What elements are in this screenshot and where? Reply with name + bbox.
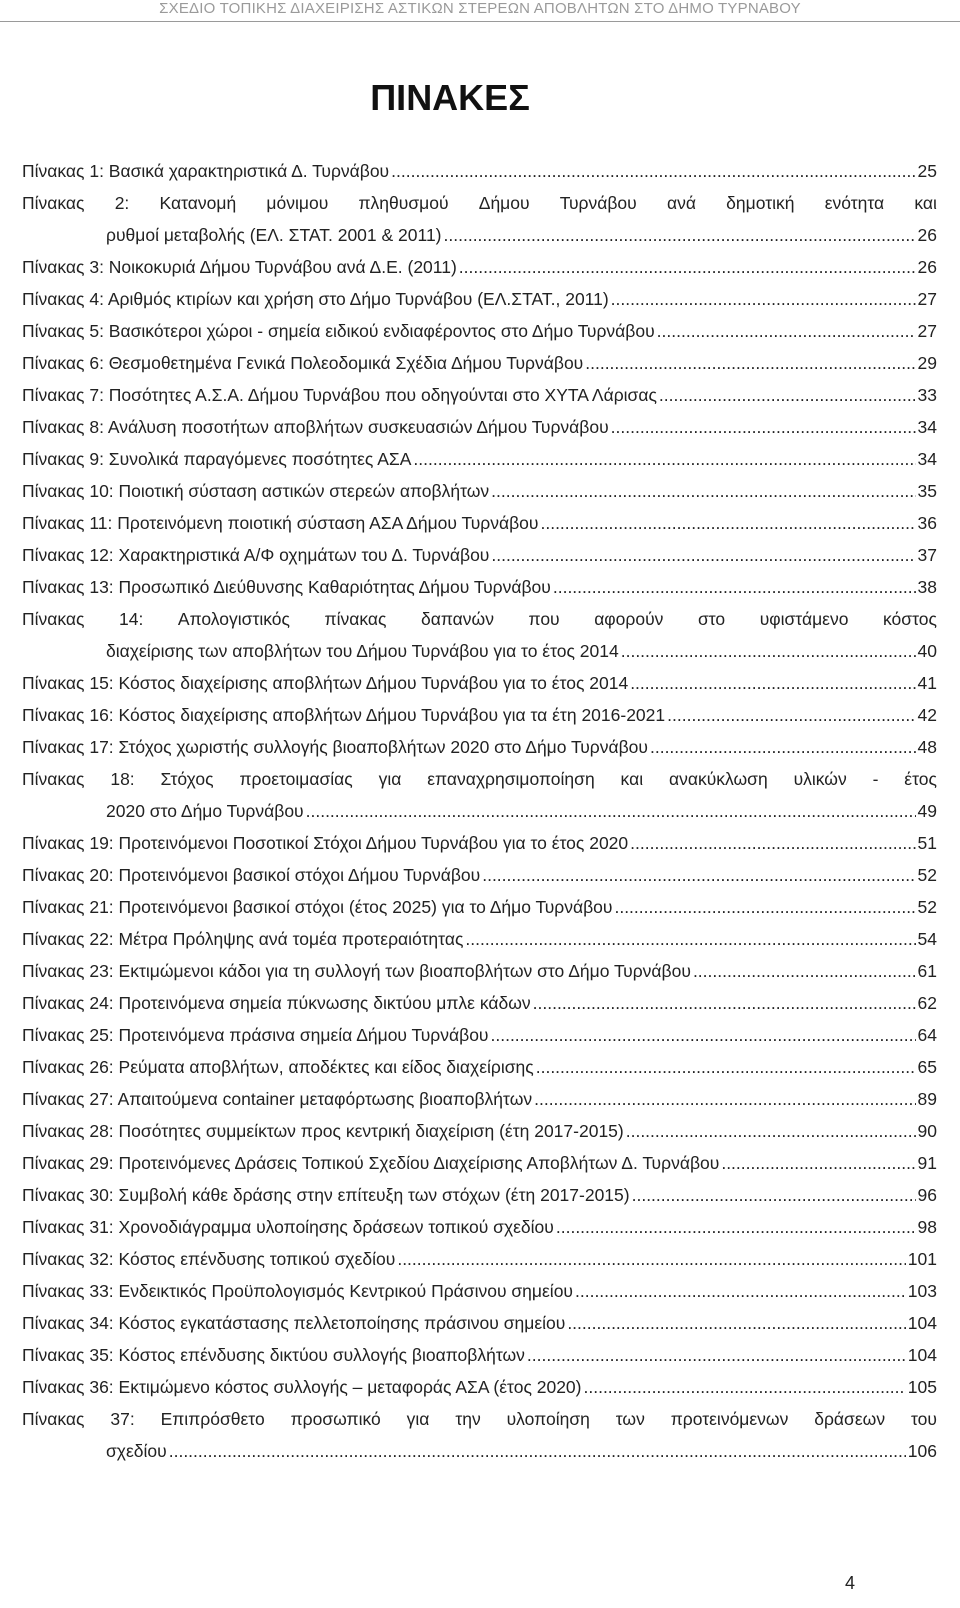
toc-entry-label: Πίνακας 11: Προτεινόμενη ποιοτική σύσταση ΑΣΑ Δήμου Τυρνάβου xyxy=(22,513,539,533)
dot-leader xyxy=(482,859,915,891)
toc-entry-page: 103 xyxy=(907,1281,937,1301)
dot-leader xyxy=(534,1083,915,1115)
toc-entry-page: 52 xyxy=(917,865,937,885)
toc-entry-word: υλοποίηση xyxy=(506,1409,590,1429)
dot-leader xyxy=(491,539,915,571)
dot-leader xyxy=(621,635,916,667)
dot-leader xyxy=(630,827,915,859)
toc-entry-label: σχεδίου xyxy=(106,1441,167,1461)
dot-leader xyxy=(465,923,915,955)
toc-entry-label: Πίνακας 15: Κόστος διαχείρισης αποβλήτων Δήμου Τυρνάβου για το έτος 2014 xyxy=(22,673,629,693)
toc-entry[interactable] xyxy=(22,315,937,347)
toc-entry-label: Πίνακας 22: Μέτρα Πρόληψης ανά τομέα προτεραιότητας xyxy=(22,929,464,949)
toc-entry[interactable] xyxy=(22,1275,937,1307)
toc-entry-word: πληθυσμού xyxy=(358,193,449,213)
toc-entry-page: 104 xyxy=(907,1313,937,1333)
toc-entry-word: μόνιμου xyxy=(266,193,329,213)
dot-leader xyxy=(459,251,916,283)
dot-leader xyxy=(527,1339,906,1371)
toc-entry-label: Πίνακας 13: Προσωπικό Διεύθυνσης Καθαριότητας Δήμου Τυρνάβου xyxy=(22,577,551,597)
toc-entry[interactable] xyxy=(22,283,937,315)
toc-entry[interactable] xyxy=(22,251,937,283)
toc-entry-word: και xyxy=(914,193,937,213)
toc-entry-first-line xyxy=(22,1403,937,1435)
toc-entry-page: 27 xyxy=(917,321,937,341)
page-number: 4 xyxy=(844,1573,855,1593)
dot-leader xyxy=(584,1371,906,1403)
toc-entry[interactable] xyxy=(22,731,937,763)
dot-leader xyxy=(650,731,916,763)
toc-entry[interactable] xyxy=(22,1243,937,1275)
toc-entry[interactable] xyxy=(22,1339,937,1371)
toc-entry[interactable] xyxy=(22,1051,937,1083)
toc-entry-label: Πίνακας 5: Βασικότεροι χώροι - σημεία ειδικού ενδιαφέροντος στο Δήμο Τυρνάβου xyxy=(22,321,655,341)
toc-entry[interactable] xyxy=(22,859,937,891)
toc-entry-page: 35 xyxy=(917,481,937,501)
toc-entry-word: και xyxy=(620,769,644,789)
toc-entry-page: 38 xyxy=(917,577,937,597)
toc-entry-word: ανά xyxy=(666,193,696,213)
toc-entry[interactable] xyxy=(22,347,937,379)
dot-leader xyxy=(306,795,916,827)
toc-entry-label: ρυθμοί μεταβολής (ΕΛ. ΣΤΑΤ. 2001 & 2011) xyxy=(106,225,442,245)
toc-entry-page: 62 xyxy=(917,993,937,1013)
dot-leader xyxy=(491,475,915,507)
toc-entry-page: 26 xyxy=(917,225,937,245)
dot-leader xyxy=(626,1115,916,1147)
table-of-tables xyxy=(22,155,937,1467)
dot-leader xyxy=(659,379,916,411)
toc-entry-word: - xyxy=(872,769,879,789)
toc-entry-word: Απολογιστικός xyxy=(177,609,290,629)
dot-leader xyxy=(614,891,915,923)
toc-entry[interactable] xyxy=(22,1371,937,1403)
toc-entry-page: 64 xyxy=(917,1025,937,1045)
toc-entry-label: Πίνακας 28: Ποσότητες συμμείκτων προς κεντρική διαχείριση (έτη 2017-2015) xyxy=(22,1121,624,1141)
toc-entry[interactable] xyxy=(22,891,937,923)
dot-leader xyxy=(397,1243,905,1275)
toc-entry-word: προσωπικό xyxy=(290,1409,381,1429)
toc-entry-page: 61 xyxy=(917,961,937,981)
toc-entry[interactable] xyxy=(22,443,937,475)
toc-entry[interactable] xyxy=(22,1083,937,1115)
toc-entry-word: που xyxy=(528,609,560,629)
toc-entry[interactable] xyxy=(22,955,937,987)
toc-entry-page: 37 xyxy=(917,545,937,565)
dot-leader xyxy=(413,443,915,475)
toc-entry-word: ενότητα xyxy=(824,193,885,213)
toc-entry-word: Πίνακας xyxy=(22,193,85,213)
toc-entry-label: Πίνακας 26: Ρεύματα αποβλήτων, αποδέκτες και είδος διαχείρισης xyxy=(22,1057,534,1077)
toc-entry-page: 27 xyxy=(917,289,937,309)
toc-entry[interactable] xyxy=(22,1179,937,1211)
toc-entry-page: 96 xyxy=(917,1185,937,1205)
toc-entry-word: Δήμου xyxy=(478,193,530,213)
toc-entry-word: Επιπρόσθετο xyxy=(160,1409,265,1429)
toc-entry-word: των xyxy=(615,1409,645,1429)
toc-entry-page: 34 xyxy=(917,417,937,437)
toc-entry-page: 25 xyxy=(917,161,937,181)
toc-entry[interactable] xyxy=(22,1403,937,1467)
toc-entry[interactable] xyxy=(22,571,937,603)
toc-entry[interactable] xyxy=(22,667,937,699)
toc-entry-page: 98 xyxy=(917,1217,937,1237)
toc-entry-word: πίνακας xyxy=(324,609,387,629)
toc-entry-word: Κατανομή xyxy=(159,193,237,213)
toc-entry[interactable] xyxy=(22,155,937,187)
toc-entry-page: 101 xyxy=(907,1249,937,1269)
toc-entry-label: Πίνακας 16: Κόστος διαχείρισης αποβλήτων Δήμου Τυρνάβου για τα έτη 2016-2021 xyxy=(22,705,666,725)
toc-entry-word: στο xyxy=(697,609,726,629)
dot-leader xyxy=(540,507,915,539)
toc-entry-page: 36 xyxy=(917,513,937,533)
dot-leader xyxy=(391,155,915,187)
toc-entry-label: Πίνακας 21: Προτεινόμενοι βασικοί στόχοι (έτος 2025) για το Δήμο Τυρνάβου xyxy=(22,897,613,917)
toc-entry-label: Πίνακας 25: Προτεινόμενα πράσινα σημεία Δήμου Τυρνάβου xyxy=(22,1025,489,1045)
toc-entry-word: κόστος xyxy=(883,609,937,629)
toc-entry[interactable] xyxy=(22,1147,937,1179)
toc-entry-label: Πίνακας 4: Αριθμός κτιρίων και χρήση στο Δήμο Τυρνάβου (ΕΛ.ΣΤΑΤ., 2011) xyxy=(22,289,609,309)
toc-entry-word: 37: xyxy=(110,1409,135,1429)
dot-leader xyxy=(567,1307,905,1339)
dot-leader xyxy=(721,1147,915,1179)
toc-entry[interactable] xyxy=(22,1307,937,1339)
toc-entry-page: 106 xyxy=(907,1441,937,1461)
toc-entry[interactable] xyxy=(22,411,937,443)
toc-entry-word: 18: xyxy=(110,769,135,789)
toc-entry-page: 91 xyxy=(917,1153,937,1173)
dot-leader xyxy=(444,219,916,251)
toc-entry-word: δαπανών xyxy=(420,609,494,629)
toc-entry-page: 105 xyxy=(907,1377,937,1397)
dot-leader xyxy=(632,1179,916,1211)
toc-entry-word: αφορούν xyxy=(594,609,664,629)
toc-entry-word: 14: xyxy=(119,609,144,629)
toc-entry-word: του xyxy=(910,1409,937,1429)
toc-entry-label: Πίνακας 7: Ποσότητες Α.Σ.Α. Δήμου Τυρνάβου που οδηγούνται στο ΧΥΤΑ Λάρισας xyxy=(22,385,657,405)
dot-leader xyxy=(533,987,916,1019)
dot-leader xyxy=(611,411,916,443)
toc-entry-word: Τυρνάβου xyxy=(559,193,637,213)
toc-entry-word: Πίνακας xyxy=(22,1409,85,1429)
toc-entry-first-line xyxy=(22,603,937,635)
toc-entry-page: 29 xyxy=(917,353,937,373)
dot-leader xyxy=(553,571,916,603)
toc-entry-label: Πίνακας 10: Ποιοτική σύσταση αστικών στερεών αποβλήτων xyxy=(22,481,490,501)
toc-entry-page: 34 xyxy=(917,449,937,469)
toc-entry-label: Πίνακας 30: Συμβολή κάθε δράσης στην επίτευξη των στόχων (έτη 2017-2015) xyxy=(22,1185,630,1205)
toc-entry-page: 26 xyxy=(917,257,937,277)
dot-leader xyxy=(693,955,916,987)
toc-entry-word: Πίνακας xyxy=(22,609,85,629)
toc-entry-label: Πίνακας 1: Βασικά χαρακτηριστικά Δ. Τυρνάβου xyxy=(22,161,390,181)
toc-entry[interactable] xyxy=(22,1019,937,1051)
toc-entry-word: την xyxy=(455,1409,481,1429)
toc-entry-word: έτος xyxy=(904,769,937,789)
toc-entry[interactable] xyxy=(22,507,937,539)
toc-entry-page: 40 xyxy=(917,641,937,661)
toc-entry-label: 2020 στο Δήμο Τυρνάβου xyxy=(106,801,304,821)
toc-entry-word: υλικών xyxy=(793,769,847,789)
running-header-text: ΣΧΕΔΙΟ ΤΟΠΙΚΗΣ ΔΙΑΧΕΙΡΙΣΗΣ ΑΣΤΙΚΩΝ ΣΤΕΡΕΩΝ ΑΠΟΒΛΗΤΩΝ ΣΤΟ ΔΗΜΟ ΤΥΡΝΑΒΟΥ xyxy=(159,0,801,17)
toc-entry-first-line xyxy=(22,187,937,219)
toc-entry-label: Πίνακας 29: Προτεινόμενες Δράσεις Τοπικού Σχεδίου Διαχείρισης Αποβλήτων Δ. Τυρνάβου xyxy=(22,1153,720,1173)
toc-entry-page: 90 xyxy=(917,1121,937,1141)
toc-entry-label: Πίνακας 34: Κόστος εγκατάστασης πελλετοποίησης πράσινου σημείου xyxy=(22,1313,566,1333)
toc-entry-page: 33 xyxy=(917,385,937,405)
toc-entry-word: προετοιμασίας xyxy=(239,769,353,789)
toc-entry-word: δημοτική xyxy=(726,193,795,213)
toc-entry-label: Πίνακας 19: Προτεινόμενοι Ποσοτικοί Στόχοι Δήμου Τυρνάβου για το έτος 2020 xyxy=(22,833,629,853)
toc-entry-word: Πίνακας xyxy=(22,769,85,789)
toc-entry-label: Πίνακας 12: Χαρακτηριστικά Α/Φ οχημάτων του Δ. Τυρνάβου xyxy=(22,545,490,565)
toc-entry-word: ανακύκλωση xyxy=(668,769,768,789)
toc-entry-word: δράσεων xyxy=(814,1409,886,1429)
dot-leader xyxy=(667,699,915,731)
toc-entry-label: Πίνακας 23: Εκτιμώμενοι κάδοι για τη συλλογή των βιοαποβλήτων στο Δήμο Τυρνάβου xyxy=(22,961,691,981)
toc-entry[interactable] xyxy=(22,475,937,507)
toc-entry-label: Πίνακας 20: Προτεινόμενοι βασικοί στόχοι Δήμου Τυρνάβου xyxy=(22,865,481,885)
dot-leader xyxy=(575,1275,906,1307)
toc-entry-label: Πίνακας 36: Εκτιμώμενο κόστος συλλογής – μεταφοράς ΑΣΑ (έτος 2020) xyxy=(22,1377,582,1397)
dot-leader xyxy=(169,1435,906,1467)
page-title: ΠΙΝΑΚΕΣ xyxy=(370,77,530,118)
toc-entry-label: Πίνακας 24: Προτεινόμενα σημεία πύκνωσης δικτύου μπλε κάδων xyxy=(22,993,531,1013)
toc-entry[interactable] xyxy=(22,1211,937,1243)
dot-leader xyxy=(657,315,916,347)
toc-entry[interactable] xyxy=(22,987,937,1019)
toc-entry-label: Πίνακας 27: Απαιτούμενα container μεταφόρτωσης βιοαποβλήτων xyxy=(22,1089,533,1109)
toc-entry-page: 104 xyxy=(907,1345,937,1365)
toc-entry-word: υφιστάμενο xyxy=(759,609,849,629)
toc-entry-word: για xyxy=(406,1409,430,1429)
toc-entry[interactable] xyxy=(22,827,937,859)
toc-entry-page: 42 xyxy=(917,705,937,725)
toc-entry-word: 2: xyxy=(114,193,130,213)
toc-entry-first-line xyxy=(22,763,937,795)
toc-entry[interactable] xyxy=(22,763,937,827)
toc-entry-word: Στόχος xyxy=(160,769,214,789)
toc-entry-label: Πίνακας 6: Θεσμοθετημένα Γενικά Πολεοδομικά Σχέδια Δήμου Τυρνάβου xyxy=(22,353,584,373)
dot-leader xyxy=(556,1211,916,1243)
toc-entry-word: επαναχρησιμοποίηση xyxy=(427,769,595,789)
toc-entry[interactable] xyxy=(22,1115,937,1147)
toc-entry[interactable] xyxy=(22,699,937,731)
toc-entry-page: 89 xyxy=(917,1089,937,1109)
header-rule xyxy=(0,21,960,22)
toc-entry-label: Πίνακας 32: Κόστος επένδυσης τοπικού σχεδίου xyxy=(22,1249,396,1269)
toc-entry-word: προτεινόμενων xyxy=(670,1409,789,1429)
toc-entry[interactable] xyxy=(22,187,937,251)
toc-entry-label: διαχείρισης των αποβλήτων του Δήμου Τυρνάβου για το έτος 2014 xyxy=(106,641,619,661)
dot-leader xyxy=(585,347,915,379)
dot-leader xyxy=(491,1019,916,1051)
toc-entry[interactable] xyxy=(22,539,937,571)
toc-entry-label: Πίνακας 3: Νοικοκυριά Δήμου Τυρνάβου ανά Δ.Ε. (2011) xyxy=(22,257,457,277)
toc-entry[interactable] xyxy=(22,379,937,411)
toc-entry-page: 52 xyxy=(917,897,937,917)
toc-entry-label: Πίνακας 17: Στόχος χωριστής συλλογής βιοαποβλήτων 2020 στο Δήμο Τυρνάβου xyxy=(22,737,648,757)
dot-leader xyxy=(536,1051,916,1083)
toc-entry-label: Πίνακας 35: Κόστος επένδυσης δικτύου συλλογής βιοαποβλήτων xyxy=(22,1345,525,1365)
toc-entry-word: για xyxy=(378,769,402,789)
dot-leader xyxy=(611,283,916,315)
toc-entry-label: Πίνακας 31: Χρονοδιάγραμμα υλοποίησης δράσεων τοπικού σχεδίου xyxy=(22,1217,554,1237)
toc-entry-page: 41 xyxy=(917,673,937,693)
dot-leader xyxy=(630,667,915,699)
toc-entry-label: Πίνακας 8: Ανάλυση ποσοτήτων αποβλήτων συσκευασιών Δήμου Τυρνάβου xyxy=(22,417,609,437)
toc-entry-page: 51 xyxy=(917,833,937,853)
toc-entry[interactable] xyxy=(22,603,937,667)
toc-entry-label: Πίνακας 33: Ενδεικτικός Προϋπολογισμός Κεντρικού Πράσινου σημείου xyxy=(22,1281,573,1301)
toc-entry[interactable] xyxy=(22,923,937,955)
running-header xyxy=(0,0,960,22)
toc-entry-page: 65 xyxy=(917,1057,937,1077)
toc-entry-page: 54 xyxy=(917,929,937,949)
toc-entry-page: 49 xyxy=(917,801,937,821)
toc-entry-label: Πίνακας 9: Συνολικά παραγόμενες ποσότητες ΑΣΑ xyxy=(22,449,412,469)
toc-entry-page: 48 xyxy=(917,737,937,757)
